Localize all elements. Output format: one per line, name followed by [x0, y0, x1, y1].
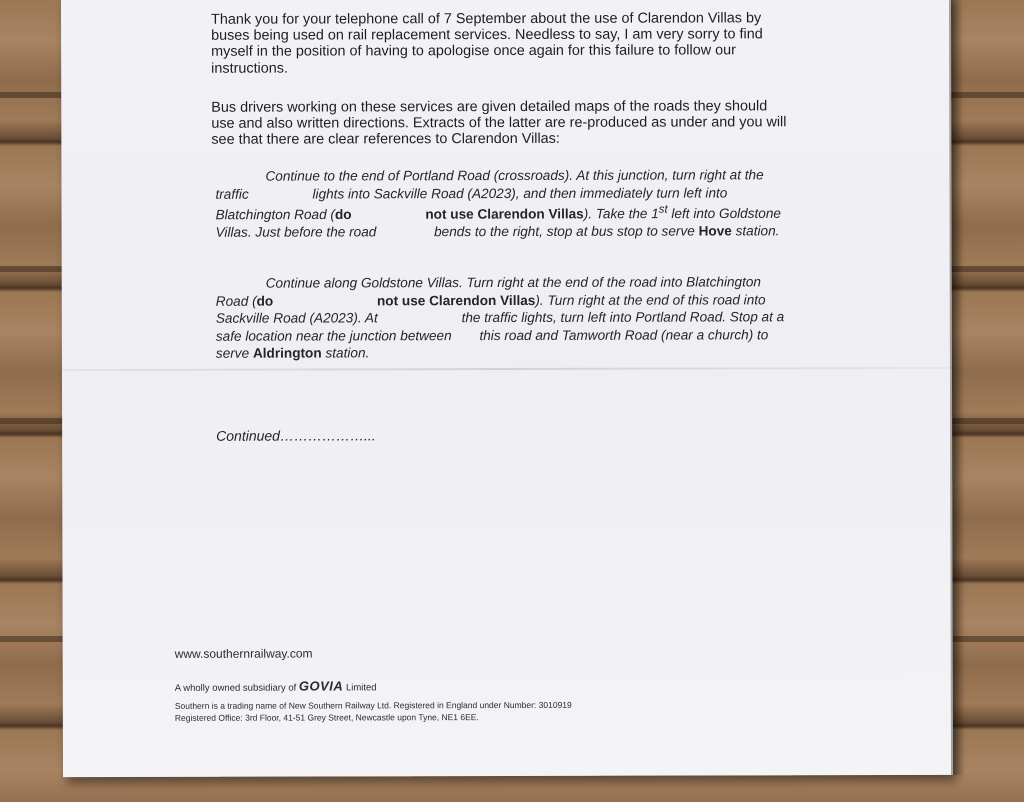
- paragraph-bus-drivers: Bus drivers working on these services are given detailed maps of the roads they should use and also written directions. Extracts of the latter are re-produced as under and you will see that there are clear references to Clarendon Villas:: [211, 98, 787, 149]
- bold-not-use: not use Clarendon Villas: [425, 206, 584, 222]
- paragraph-telephone-call: Thank you for your telephone call of 7 September about the use of Clarendon Villas by buses being used on rail replacement services. Needless to say, I am very sorry to find myself in the position of having to apologise once again for this failure to follow our instructions.: [211, 10, 763, 77]
- quote-text: bends to the right, stop at bus stop to serve: [434, 223, 699, 240]
- subsidiary-suffix: Limited: [345, 682, 377, 694]
- letter-page: [61, 0, 953, 777]
- bold-do: do: [334, 207, 352, 223]
- quote-hove-directions: [215, 166, 785, 241]
- page-edge-shadow: [949, 0, 965, 775]
- paper-fold: [62, 367, 952, 371]
- quote-text: station.: [731, 223, 780, 239]
- quote-text: the traffic lights, turn left into Portland Road. Stop at a safe location near the junction between: [215, 309, 785, 344]
- continued-label: Continued………………...: [216, 427, 376, 444]
- quote-text: Continue along Goldstone Villas. Turn right at the end of the road into Blatchington Road (: [215, 274, 761, 309]
- footer-subsidiary: [175, 678, 377, 694]
- quote-text: Continue to the end of Portland Road (crossroads). At this junction, turn right at the traffic: [215, 167, 764, 202]
- station-aldrington: Aldrington: [252, 345, 322, 362]
- quote-text: ). Take the 1: [583, 206, 659, 222]
- subsidiary-prefix: A wholly owned subsidiary of: [174, 682, 297, 694]
- quote-text: lights into Sackville Road (A2023), and then immediately turn left into Blatchington Road (: [215, 185, 728, 223]
- station-hove: Hove: [698, 223, 732, 239]
- quote-text: ). Turn right at the end of this road into Sackville Road (A2023). At: [215, 291, 766, 326]
- footer-website: www.southernrailway.com: [174, 646, 313, 661]
- govia-logo: GOVIA: [298, 678, 344, 694]
- bold-do: do: [256, 293, 274, 309]
- quote-aldrington-directions: [216, 273, 786, 362]
- quote-text: station.: [321, 345, 370, 361]
- quote-text: this road and Tamworth Road (near a church) to serve: [215, 327, 769, 362]
- superscript-st: st: [658, 203, 668, 216]
- footer-legal-line-1: Southern is a trading name of New Southern Railway Ltd. Registered in England under Number: 3010919: [174, 699, 572, 711]
- bold-not-use: not use Clarendon Villas: [376, 292, 536, 308]
- quote-text: left into Goldstone Villas. Just before the road: [215, 206, 782, 241]
- footer-legal-line-2: Registered Office: 3rd Floor, 41-51 Grey Street, Newcastle upon Tyne, NE1 6EE.: [174, 712, 479, 723]
